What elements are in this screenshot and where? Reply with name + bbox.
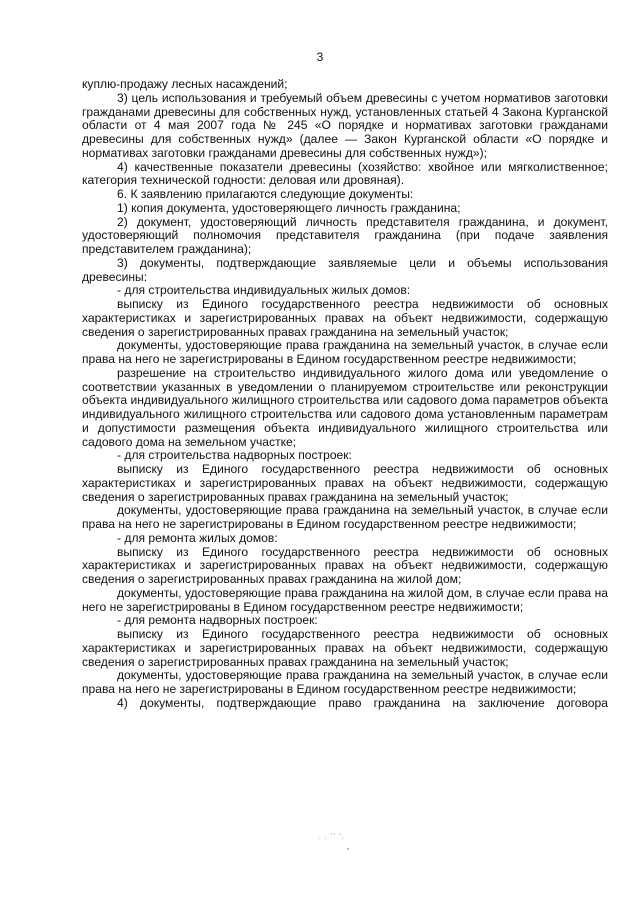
paragraph: 3) документы, подтверждающие заявляемые цели и объемы использования древесины: <box>82 255 608 284</box>
paragraph: 2) документ, удостоверяющий личность представителя гражданина, и документ, удостоверяющий полномочия представителя гражданина (при подаче заявления представителем гражданина); <box>82 214 608 256</box>
page-number: 3 <box>316 50 324 64</box>
paragraph: документы, удостоверяющие права гражданина на земельный участок, в случае если права на него не зарегистрированы в Едином государственном реестре недвижимости; <box>82 338 608 366</box>
scan-artifact-mark: . . '' '. <box>318 832 345 841</box>
paragraph: - для ремонта надворных построек: <box>117 613 318 628</box>
scan-artifact-dot <box>347 848 349 850</box>
paragraph: - для ремонта жилых домов: <box>117 530 278 545</box>
paragraph: разрешение на строительство индивидуального жилого дома или уведомление о соответствии указанных в уведомлении о планируемом строительстве или реконструкции объекта индивидуального жилищного строительства или садового дома параметров объекта индивидуального жилищного строительства или садового дома установленным параметрам и допустимости размещения объекта индивидуального жилищного строительства или садового дома на земельном участке; <box>82 365 608 449</box>
paragraph: - для строительства надворных построек: <box>117 448 352 463</box>
paragraph: выписку из Единого государственного реестра недвижимости об основных характеристиках и зарегистрированных правах на объект недвижимости, содержащую сведения о зарегистрированных правах гражданина на земельный участок; <box>82 297 608 339</box>
paragraph: выписку из Единого государственного реестра недвижимости об основных характеристиках и зарегистрированных правах на объект недвижимости, содержащую сведения о зарегистрированных правах гражданина на жилой дом; <box>82 544 608 586</box>
paragraph: выписку из Единого государственного реестра недвижимости об основных характеристиках и зарегистрированных правах на объект недвижимости, содержащую сведения о зарегистрированных правах гражданина на земельный участок; <box>82 462 608 504</box>
paragraph: 1) копия документа, удостоверяющего личность гражданина; <box>117 200 461 215</box>
paragraph: документы, удостоверяющие права гражданина на жилой дом, в случае если права на него не зарегистрированы в Едином государственном реестре недвижимости; <box>82 585 608 614</box>
paragraph: 4) качественные показатели древесины (хозяйство: хвойное или мягколиственное; категория технической годности: деловая или дровяная). <box>82 159 608 188</box>
paragraph: документы, удостоверяющие права гражданина на земельный участок, в случае если права на него не зарегистрированы в Едином государственном реестре недвижимости; <box>82 503 608 531</box>
paragraph: 6. К заявлению прилагаются следующие документы: <box>117 187 414 201</box>
paragraph: документы, удостоверяющие права гражданина на земельный участок, в случае если права на него не зарегистрированы в Едином государственном реестре недвижимости; <box>82 668 608 696</box>
paragraph: куплю-продажу лесных насаждений; <box>82 77 288 91</box>
paragraph: выписку из Единого государственного реестра недвижимости об основных характеристиках и зарегистрированных правах на объект недвижимости, содержащую сведения о зарегистрированных правах гражданина на земельный участок; <box>82 627 608 669</box>
document-body <box>82 78 608 711</box>
paragraph: - для строительства индивидуальных жилых домов: <box>117 283 411 298</box>
paragraph: 4) документы, подтверждающие право гражданина на заключение договора <box>117 695 608 710</box>
paragraph: 3) цель использования и требуемый объем древесины с учетом нормативов заготовки гражданами древесины для собственных нужд, установленных статьей 4 Закона Курганской области от 4 мая 2007 года № 245 «О порядке и нормативах заготовки гражданами древесины для собственных нужд» (далее — Закон Курганской области «О порядке и нормативах заготовки гражданами древесины для собственных нужд»); <box>82 90 608 160</box>
